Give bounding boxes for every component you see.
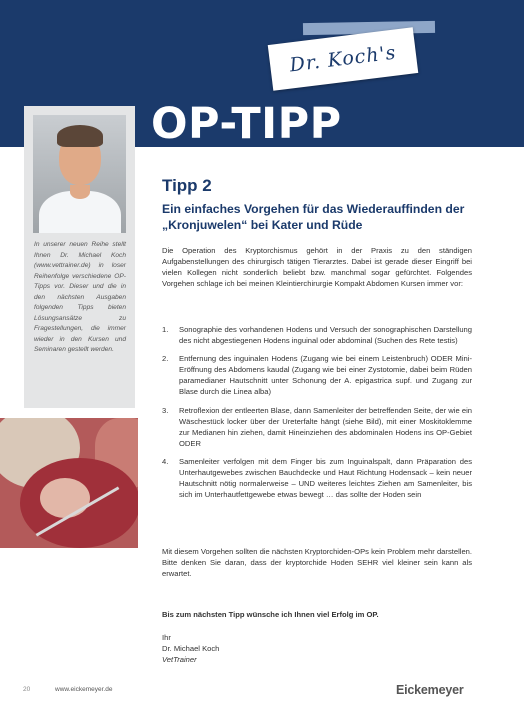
list-item — [162, 405, 472, 449]
brand-logo: Eickemeyer — [396, 683, 464, 697]
step-number: 2. — [162, 354, 169, 364]
tip-number: Tipp 2 — [162, 176, 212, 195]
author-sidebar — [24, 106, 135, 408]
list-item — [162, 353, 472, 397]
sign-name: Dr. Michael Koch — [162, 644, 220, 654]
sign-greeting: Ihr — [162, 633, 171, 642]
step-number: 3. — [162, 405, 169, 415]
list-item — [162, 456, 472, 500]
article-intro: Die Operation des Kryptorchismus gehört in der Praxis zu den ständigen Aufgabenstellungen des chirurgisch tätigen Tierarztes. Dabei ist gerade dieser Eingriff bei vielen Kollegen nicht sonderlich beliebt bzw. manchmal sogar gefürchtet. Folgendes Vorgehen schlage ich bei meinen Kleintierchirurgie Kompakt Abdomen Kursen immer vor: — [162, 246, 472, 289]
page-number: 20 — [23, 686, 31, 693]
author-portrait — [33, 115, 126, 233]
article-title: Ein einfaches Vorgehen für das Wiederauffinden der „Kronjuwelen“ bei Kater und Rüde — [162, 202, 465, 232]
step-text: Samenleiter verfolgen mit dem Finger bis zum Inguinalspalt, dann Präparation des Unterhautgewebes zwischen Bauchdecke und Haut Richtung Hodensack – kein neuer Hautschnitt nötig normalerweise – UND weiteres leichtes Ziehen am Samenleiter, bis sich im Unterhautfettgewebe etwas bewegt … das sollte der Hoden sein — [179, 456, 472, 500]
step-text: Retroflexion der entleerten Blase, dann Samenleiter der betreffenden Seite, der wie ein Wäschestück locker über der Ureterfalte hängt (siehe Bild), mit einer Moskitoklemme zur Medianen hin ziehen, damit Hineinziehen des abdominalen Hodens ins OP-Gebiet ODER — [179, 405, 472, 448]
signature-text: Dr. Koch's — [288, 41, 398, 77]
step-number: 4. — [162, 456, 169, 466]
step-number: 1. — [162, 325, 169, 334]
article-closing: Mit diesem Vorgehen sollten die nächsten Kryptorchiden-OPs kein Problem mehr darstellen. Bitte denken Sie daran, dass der kryptorchide Hoden SEHR viel kleiner sein kann als erwartet. — [162, 547, 472, 579]
page-title: OP-TIPP — [151, 99, 342, 149]
step-text: Entfernung des inguinalen Hodens (Zugang wie bei einem Leistenbruch) ODER Mini-Eröffnung des Abdomens kaudal (Zugang wie bei einer Zystotomie, dabei beim Rüden paramedianer Hautschnitt unter Schonung der A. epigastrica supf. und Zugang zur Blase durch die Linea alba) — [179, 354, 472, 397]
list-item — [162, 324, 472, 346]
signature-block — [162, 632, 472, 665]
step-text: Sonographie des vorhandenen Hodens und Versuch der sonographischen Darstellung des nicht abgestiegenen Hodens inguinal oder abdominal (Suchen des Rete testis) — [179, 325, 472, 346]
sign-org: VetTrainer — [162, 655, 197, 665]
steps-list — [162, 324, 472, 507]
footer-link[interactable]: www.eickemeyer.de — [55, 686, 113, 693]
closing-wish: Bis zum nächsten Tipp wünsche ich Ihnen viel Erfolg im OP. — [162, 610, 379, 619]
sidebar-intro: In unserer neuen Reihe stellt Ihnen Dr. Michael Koch (www.vettrainer.de) in loser Reihenfolge verschiedene OP-Tipps vor. Dieser und die in den nächsten Ausgaben folgenden Tipps bieten Lösungsansätze zu Fragestellungen, die immer wieder in den Kursen und Seminaren gestellt werden. — [34, 241, 126, 353]
surgery-photo — [0, 418, 138, 548]
